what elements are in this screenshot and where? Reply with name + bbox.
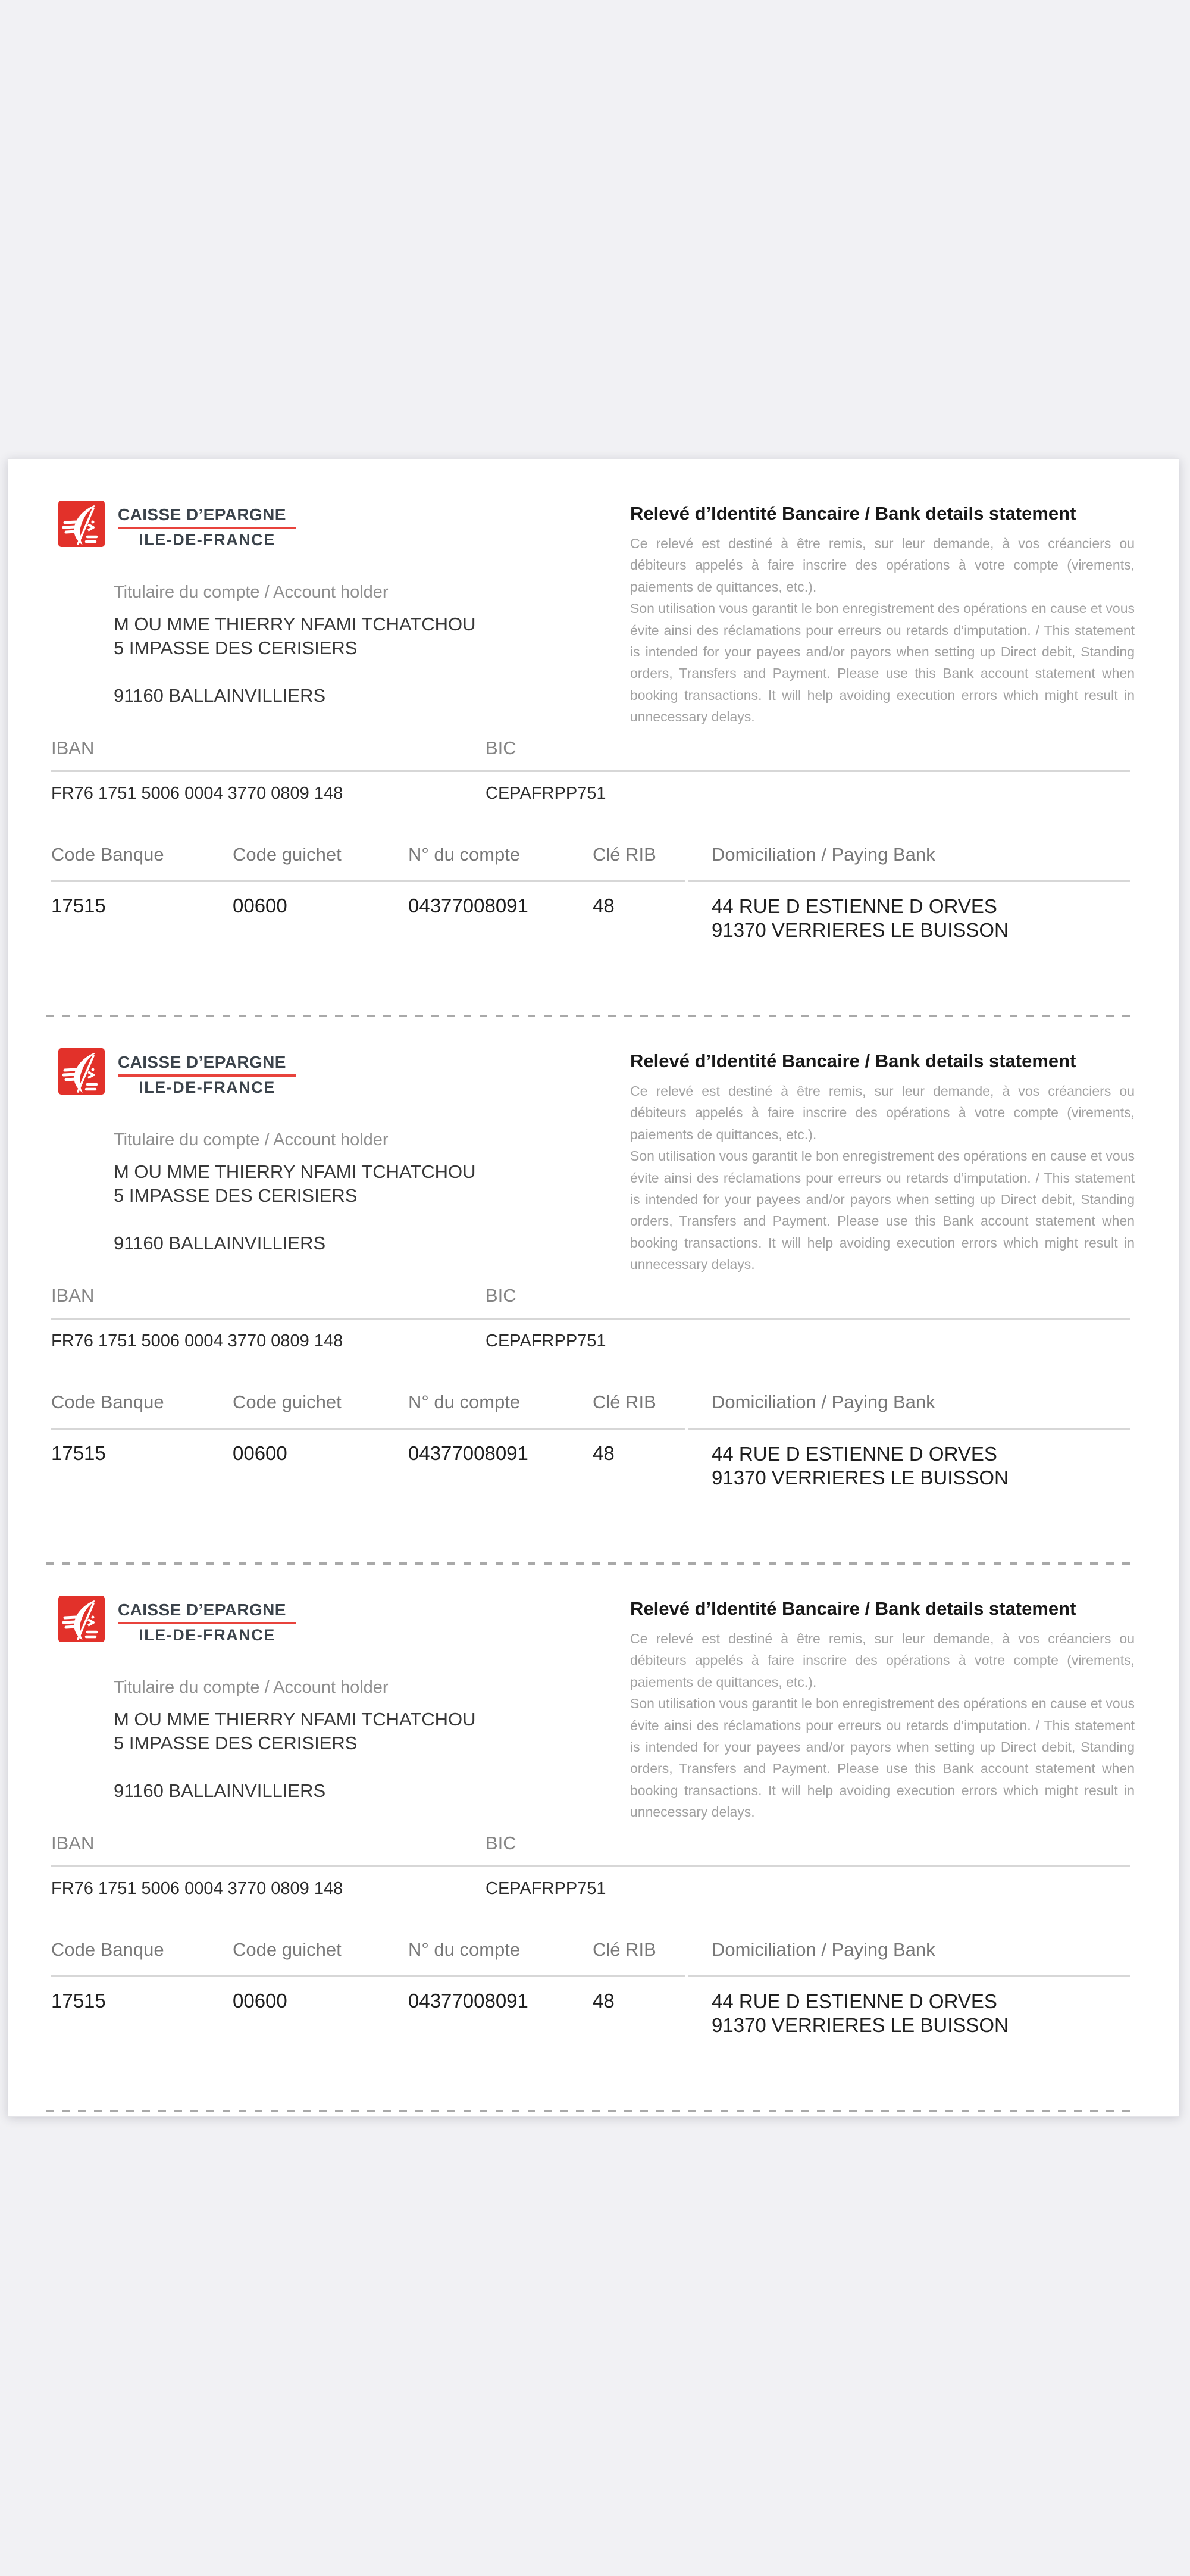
bic-value: CEPAFRPP751 — [486, 784, 606, 803]
statement-description-fr: Ce relevé est destiné à être remis, sur leur demande, à vos créanciers ou débiteurs appelés à faire inscrire des opérations à votre compte (virements, paiements de quittances, etc.). — [630, 1083, 1135, 1142]
table-header-code-banque: Code Banque — [51, 1939, 164, 1960]
bic-label: BIC — [486, 1285, 516, 1306]
domiciliation-line-1: 44 RUE D ESTIENNE D ORVES — [712, 1990, 997, 2012]
bic-label: BIC — [486, 737, 516, 758]
table-cell-code-banque: 17515 — [51, 1990, 106, 2012]
account-holder-name: M OU MME THIERRY NFAMI TCHATCHOU — [114, 614, 476, 634]
statement-description-en: Son utilisation vous garantit le bon enregistrement des opérations en cause et vous évite ainsi des réclamations pour erreurs ou retards d’imputation. / This statement is intended for your payees and/or payors when setting up Direct debit, Standing orders, Transfers and Payment. Please use this Bank account statement when booking transactions. It will help avoiding execution errors which might result in unnecessary delays. — [630, 601, 1135, 725]
caisse-epargne-logo-icon — [58, 1596, 105, 1642]
table-header-domiciliation: Domiciliation / Paying Bank — [712, 1939, 935, 1960]
domiciliation-line-2: 91370 VERRIERES LE BUISSON — [712, 1467, 1009, 1489]
bic-value: CEPAFRPP751 — [486, 1879, 606, 1898]
table-header-numero-compte: N° du compte — [408, 844, 521, 865]
iban-label: IBAN — [51, 737, 95, 758]
table-header-divider-right — [688, 1975, 1130, 1977]
table-cell-code-guichet: 00600 — [233, 895, 287, 917]
brand-underline — [118, 1622, 296, 1624]
brand-underline — [118, 527, 296, 529]
brand-block — [118, 505, 300, 549]
brand-region: ILE-DE-FRANCE — [139, 531, 275, 549]
rib-section — [8, 1048, 1179, 1596]
table-cell-code-guichet: 00600 — [233, 1990, 287, 2012]
table-cell-numero-compte: 04377008091 — [408, 1442, 528, 1464]
iban-value: FR76 1751 5006 0004 3770 0809 148 — [51, 1879, 343, 1898]
table-cell-numero-compte: 04377008091 — [408, 1990, 528, 2012]
table-header-domiciliation: Domiciliation / Paying Bank — [712, 1392, 935, 1412]
brand-name: CAISSE D’EPARGNE — [118, 1600, 286, 1619]
account-holder-label: Titulaire du compte / Account holder — [114, 583, 389, 602]
domiciliation-line-1: 44 RUE D ESTIENNE D ORVES — [712, 1443, 997, 1465]
bic-label: BIC — [486, 1833, 516, 1853]
table-header-code-guichet: Code guichet — [233, 1392, 342, 1412]
table-cell-cle-rib: 48 — [593, 1442, 615, 1464]
table-cell-cle-rib: 48 — [593, 895, 615, 917]
brand-name: CAISSE D’EPARGNE — [118, 1053, 286, 1071]
statement-description-en: Son utilisation vous garantit le bon enregistrement des opérations en cause et vous évite ainsi des réclamations pour erreurs ou retards d’imputation. / This statement is intended for your payees and/or payors when setting up Direct debit, Standing orders, Transfers and Payment. Please use this Bank account statement when booking transactions. It will help avoiding execution errors which might result in unnecessary delays. — [630, 1148, 1135, 1273]
table-header-code-banque: Code Banque — [51, 1392, 164, 1412]
statement-title: Relevé d’Identité Bancaire / Bank details statement — [630, 1598, 1076, 1619]
table-cell-domiciliation — [712, 895, 1009, 942]
cut-line-dashed — [46, 1015, 1131, 1017]
caisse-epargne-logo-icon — [58, 1048, 105, 1095]
account-holder-street: 5 IMPASSE DES CERISIERS — [114, 637, 358, 658]
table-header-divider-left — [51, 880, 685, 882]
brand-block — [118, 1053, 300, 1097]
bic-value: CEPAFRPP751 — [486, 1331, 606, 1350]
brand-block — [118, 1600, 300, 1645]
table-cell-domiciliation — [712, 1442, 1009, 1490]
table-cell-domiciliation — [712, 1990, 1009, 2037]
statement-block — [630, 1598, 1135, 1823]
table-header-divider-left — [51, 1428, 685, 1430]
iban-divider-line — [51, 770, 1130, 772]
brand-region: ILE-DE-FRANCE — [139, 1626, 275, 1644]
table-header-numero-compte: N° du compte — [408, 1939, 521, 1960]
iban-label: IBAN — [51, 1285, 95, 1306]
account-holder-label: Titulaire du compte / Account holder — [114, 1130, 389, 1149]
iban-label: IBAN — [51, 1833, 95, 1853]
table-cell-cle-rib: 48 — [593, 1990, 615, 2012]
account-holder-name: M OU MME THIERRY NFAMI TCHATCHOU — [114, 1161, 476, 1182]
rib-section — [8, 501, 1179, 1048]
table-cell-code-banque: 17515 — [51, 1442, 106, 1464]
table-cell-code-banque: 17515 — [51, 895, 106, 917]
table-header-code-guichet: Code guichet — [233, 1939, 342, 1960]
brand-name: CAISSE D’EPARGNE — [118, 505, 286, 524]
iban-value: FR76 1751 5006 0004 3770 0809 148 — [51, 1331, 343, 1350]
table-header-divider-right — [688, 1428, 1130, 1430]
iban-value: FR76 1751 5006 0004 3770 0809 148 — [51, 784, 343, 803]
brand-underline — [118, 1074, 296, 1077]
statement-description-fr: Ce relevé est destiné à être remis, sur leur demande, à vos créanciers ou débiteurs appelés à faire inscrire des opérations à votre compte (virements, paiements de quittances, etc.). — [630, 536, 1135, 595]
statement-block — [630, 503, 1135, 728]
table-header-code-guichet: Code guichet — [233, 844, 342, 865]
account-holder-name: M OU MME THIERRY NFAMI TCHATCHOU — [114, 1709, 476, 1730]
statement-description-en: Son utilisation vous garantit le bon enregistrement des opérations en cause et vous évite ainsi des réclamations pour erreurs ou retards d’imputation. / This statement is intended for your payees and/or payors when setting up Direct debit, Standing orders, Transfers and Payment. Please use this Bank account statement when booking transactions. It will help avoiding execution errors which might result in unnecessary delays. — [630, 1696, 1135, 1820]
table-header-divider-right — [688, 880, 1130, 882]
table-cell-code-guichet: 00600 — [233, 1442, 287, 1464]
cut-line-dashed — [46, 1562, 1131, 1565]
document-sheet — [8, 458, 1179, 2117]
table-header-cle-rib: Clé RIB — [593, 1939, 656, 1960]
statement-title: Relevé d’Identité Bancaire / Bank details statement — [630, 1051, 1076, 1071]
table-header-domiciliation: Domiciliation / Paying Bank — [712, 844, 935, 865]
domiciliation-line-2: 91370 VERRIERES LE BUISSON — [712, 919, 1009, 941]
statement-description-fr: Ce relevé est destiné à être remis, sur leur demande, à vos créanciers ou débiteurs appelés à faire inscrire des opérations à votre compte (virements, paiements de quittances, etc.). — [630, 1631, 1135, 1690]
iban-divider-line — [51, 1865, 1130, 1867]
account-holder-city: 91160 BALLAINVILLIERS — [114, 1233, 326, 1253]
account-holder-street: 5 IMPASSE DES CERISIERS — [114, 1733, 358, 1753]
caisse-epargne-logo-icon — [58, 501, 105, 547]
table-header-cle-rib: Clé RIB — [593, 1392, 656, 1412]
account-holder-city: 91160 BALLAINVILLIERS — [114, 685, 326, 706]
rib-section — [8, 1596, 1179, 2143]
domiciliation-line-1: 44 RUE D ESTIENNE D ORVES — [712, 895, 997, 917]
account-holder-city: 91160 BALLAINVILLIERS — [114, 1780, 326, 1801]
brand-region: ILE-DE-FRANCE — [139, 1078, 275, 1096]
iban-divider-line — [51, 1318, 1130, 1320]
domiciliation-line-2: 91370 VERRIERES LE BUISSON — [712, 2014, 1009, 2036]
cut-line-dashed — [46, 2110, 1131, 2112]
table-header-code-banque: Code Banque — [51, 844, 164, 865]
table-cell-numero-compte: 04377008091 — [408, 895, 528, 917]
table-header-numero-compte: N° du compte — [408, 1392, 521, 1412]
statement-block — [630, 1051, 1135, 1276]
table-header-divider-left — [51, 1975, 685, 1977]
table-header-cle-rib: Clé RIB — [593, 844, 656, 865]
statement-title: Relevé d’Identité Bancaire / Bank details statement — [630, 503, 1076, 524]
account-holder-label: Titulaire du compte / Account holder — [114, 1678, 389, 1697]
account-holder-street: 5 IMPASSE DES CERISIERS — [114, 1185, 358, 1206]
